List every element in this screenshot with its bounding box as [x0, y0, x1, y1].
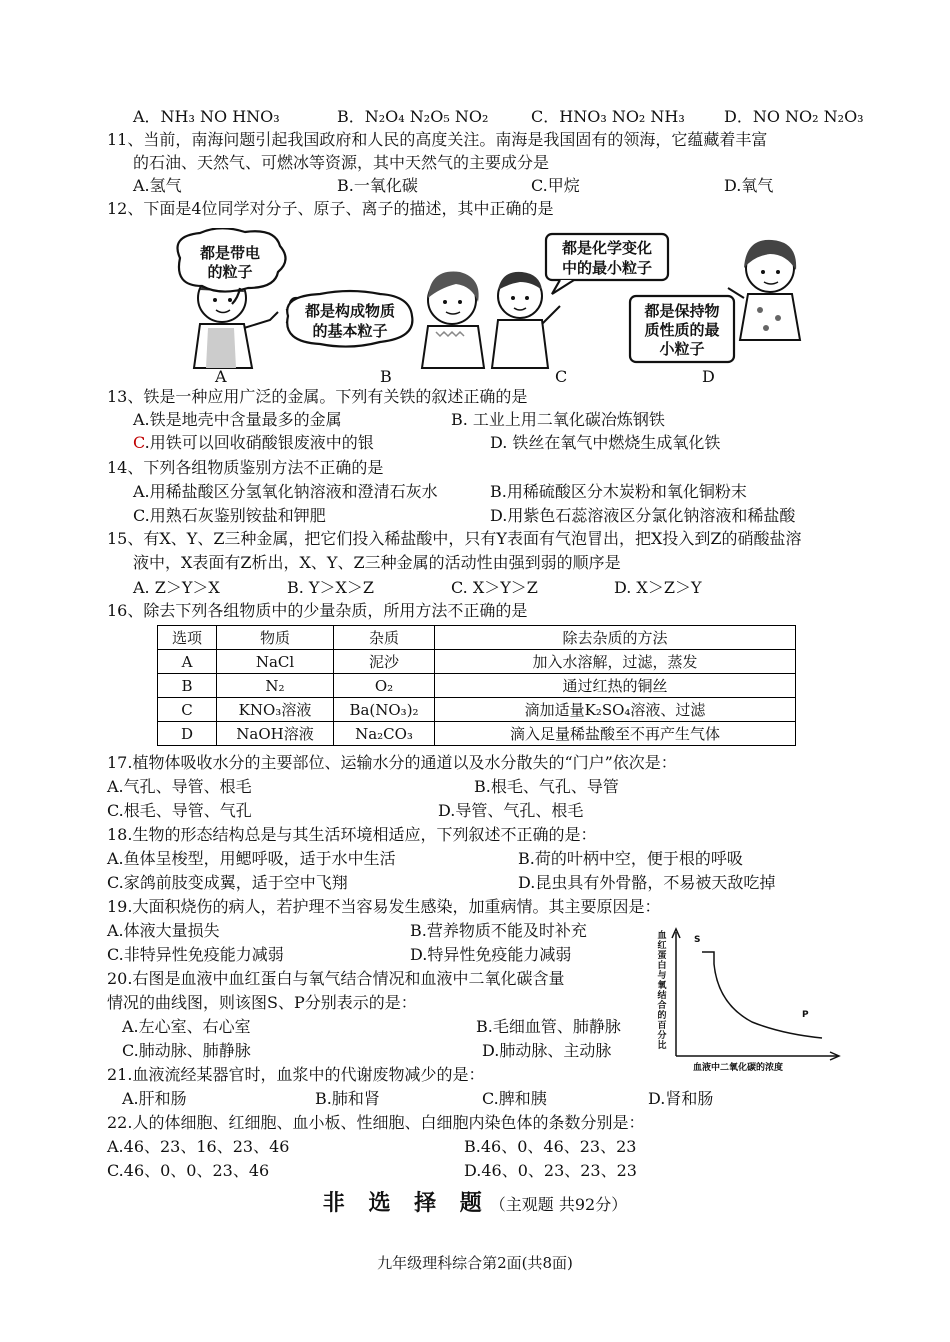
q19-option-c: C.非特异性免疫能力减弱 — [107, 945, 284, 964]
q15-option-c: C. X＞Y＞Z — [451, 578, 538, 597]
graph-ylabel-char: 与 — [657, 971, 667, 981]
bubble-b — [287, 291, 412, 347]
q22-option-c: C.46、0、0、23、46 — [107, 1161, 270, 1180]
table-cell: Ba(NO₃)₂ — [334, 698, 435, 722]
table-header-row — [158, 626, 796, 650]
q14-stem: 14、下列各组物质鉴别方法不正确的是 — [107, 458, 384, 477]
section-title-sub: （主观题 共92分） — [489, 1195, 628, 1214]
q20-option-a: A.左心室、右心室 — [122, 1017, 251, 1036]
graph-ylabel-char: 结 — [657, 991, 667, 1001]
q13-option-b: B. 工业上用二氧化碳冶炼钢铁 — [451, 410, 665, 429]
section-title-main: 非 选 择 题 — [322, 1191, 490, 1216]
q13-stem: 13、铁是一种应用广泛的金属。下列有关铁的叙述正确的是 — [107, 387, 528, 406]
section-title — [0, 1186, 950, 1217]
bubble-a-line2: 的粒子 — [207, 263, 253, 281]
q10-option-c: C．HNO₃ NO₂ NH₃ — [531, 107, 685, 126]
q18-option-a: A.鱼体呈梭型，用鳃呼吸，适于水中生活 — [107, 849, 396, 868]
table-header-cell: 物质 — [217, 626, 334, 650]
table-cell: A — [158, 650, 217, 674]
q18-option-d: D.昆虫具有外骨骼，不易被天敌吃掉 — [518, 873, 776, 892]
bubble-c — [546, 234, 668, 294]
table-cell: NaOH溶液 — [217, 722, 334, 746]
graph-ylabel-char: 血 — [657, 931, 667, 941]
q22-option-b: B.46、0、46、23、23 — [464, 1137, 637, 1156]
graph-ylabel-char: 白 — [657, 961, 667, 971]
student-d-figure — [728, 240, 800, 340]
q15-stem-line2: 液中，X表面有Z析出，X、Y、Z三种金属的活动性由强到弱的顺序是 — [133, 553, 621, 572]
q17-stem: 17.植物体吸收水分的主要部位、运输水分的通道以及水分散失的“门户”依次是： — [107, 753, 677, 772]
q17-option-a: A.气孔、导管、根毛 — [107, 777, 252, 796]
graph-ylabel-char: 合 — [657, 1001, 667, 1011]
q20-stem-line2: 情况的曲线图，则该图S、P分别表示的是： — [107, 993, 417, 1012]
bubble-c-line1: 都是化学变化 — [561, 239, 653, 257]
table-row — [158, 722, 796, 746]
q20-option-d: D.肺动脉、主动脉 — [482, 1041, 612, 1060]
q12-stem: 12、下面是4位同学对分子、原子、离子的描述，其中正确的是 — [107, 199, 554, 218]
q19-option-b: B.营养物质不能及时补充 — [410, 921, 587, 940]
q12-label-b: B — [380, 367, 392, 386]
q19-option-a: A.体液大量损失 — [107, 921, 220, 940]
table-row — [158, 698, 796, 722]
graph-ylabel-char: 分 — [657, 1031, 667, 1041]
graph-ylabel-char: 红 — [657, 941, 667, 951]
table-header-cell: 杂质 — [334, 626, 435, 650]
q18-option-b: B.荷的叶柄中空，便于根的呼吸 — [518, 849, 743, 868]
q14-option-a: A.用稀盐酸区分氢氧化钠溶液和澄清石灰水 — [133, 482, 438, 501]
bubble-a-line1: 都是带电 — [199, 244, 261, 262]
graph-ylabel-char: 蛋 — [657, 951, 667, 961]
student-b-figure — [422, 272, 484, 368]
q14-option-d: D.用紫色石蕊溶液区分氯化钠溶液和稀盐酸 — [490, 506, 796, 525]
graph-xlabel: 血液中二氧化碳的浓度 — [692, 1063, 784, 1073]
graph-ylabel-char: 百 — [657, 1021, 667, 1031]
q15-option-a: A. Z＞Y＞X — [133, 578, 220, 597]
q17-option-b: B.根毛、气孔、导管 — [474, 777, 619, 796]
page-footer: 九年级理科综合第2面(共8面) — [377, 1254, 573, 1272]
q20-option-b: B.毛细血管、肺静脉 — [476, 1017, 621, 1036]
q11-stem-line1: 11、当前，南海问题引起我国政府和人民的高度关注。南海是我国固有的领海，它蕴藏着丰富 — [107, 130, 768, 149]
table-cell: B — [158, 674, 217, 698]
bubble-b-line2: 的基本粒子 — [312, 322, 388, 340]
table-header-cell: 选项 — [158, 626, 217, 650]
q15-stem-line1: 15、有X、Y、Z三种金属，把它们投入稀盐酸中，只有Y表面有气泡冒出，把X投入到Z的硝酸盐溶 — [107, 529, 802, 548]
table-cell: NaCl — [217, 650, 334, 674]
q20-graph — [652, 924, 842, 1076]
table-cell: 滴加适量K₂SO₄溶液、过滤 — [435, 698, 796, 722]
table-cell: 加入水溶解，过滤，蒸发 — [435, 650, 796, 674]
q22-stem: 22.人的体细胞、红细胞、血小板、性细胞、白细胞内染色体的条数分别是： — [107, 1113, 645, 1132]
q21-stem: 21.血液流经某器官时，血浆中的代谢废物减少的是： — [107, 1065, 485, 1084]
q18-option-c: C.家鸽前肢变成翼，适于空中飞翔 — [107, 873, 348, 892]
table-cell: KNO₃溶液 — [217, 698, 334, 722]
q12-label-c: C — [555, 367, 568, 386]
q22-option-d: D.46、0、23、23、23 — [464, 1161, 637, 1180]
graph-point-p-label: P — [802, 1010, 809, 1020]
q11-option-b: B.一氧化碳 — [337, 176, 418, 195]
q21-option-c: C.脾和胰 — [482, 1089, 547, 1108]
q19-option-d: D.特异性免疫能力减弱 — [410, 945, 572, 964]
table-cell: 泥沙 — [334, 650, 435, 674]
table-cell: N₂ — [217, 674, 334, 698]
q16-table — [157, 625, 796, 746]
q14-option-b: B.用稀硫酸区分木炭粉和氧化铜粉末 — [490, 482, 747, 501]
q11-stem-line2: 的石油、天然气、可燃冰等资源，其中天然气的主要成分是 — [133, 153, 550, 172]
q11-option-a: A.氢气 — [133, 176, 182, 195]
q17-option-c: C.根毛、导管、气孔 — [107, 801, 252, 820]
q12-label-d: D — [702, 367, 715, 386]
q22-option-a: A.46、23、16、23、46 — [107, 1137, 290, 1156]
table-cell: O₂ — [334, 674, 435, 698]
q18-stem: 18.生物的形态结构总是与其生活环境相适应，下列叙述不正确的是： — [107, 825, 597, 844]
q17-option-d: D.导管、气孔、根毛 — [438, 801, 584, 820]
graph-point-s-label: S — [694, 935, 701, 945]
table-cell: Na₂CO₃ — [334, 722, 435, 746]
bubble-b-line1: 都是构成物质 — [304, 302, 396, 320]
q11-option-c: C.甲烷 — [531, 176, 580, 195]
q19-stem: 19.大面积烧伤的病人，若护理不当容易发生感染，加重病情。其主要原因是： — [107, 897, 661, 916]
q10-option-b: B．N₂O₄ N₂O₅ NO₂ — [337, 107, 489, 126]
q21-option-d: D.肾和肠 — [648, 1089, 714, 1108]
table-row — [158, 674, 796, 698]
graph-ylabel-char: 氧 — [657, 981, 667, 991]
q21-option-b: B.肺和肾 — [315, 1089, 380, 1108]
table-cell: 滴入足量稀盐酸至不再产生气体 — [435, 722, 796, 746]
table-header-cell: 除去杂质的方法 — [435, 626, 796, 650]
q20-stem-line1: 20.右图是血液中血红蛋白与氧气结合情况和血液中二氧化碳含量 — [107, 969, 565, 988]
graph-ylabel-char: 比 — [657, 1041, 667, 1051]
q13-option-c-text: .用铁可以回收硝酸银废液中的银 — [144, 433, 374, 452]
q12-label-a: A — [215, 367, 227, 386]
q10-option-a: A．NH₃ NO HNO₃ — [133, 107, 280, 126]
graph-curve — [702, 952, 822, 1038]
q15-option-d: D. X＞Z＞Y — [614, 578, 702, 597]
q13-option-c — [133, 432, 374, 454]
q12-cartoon-illustration — [160, 228, 860, 373]
table-cell: 通过红热的铜丝 — [435, 674, 796, 698]
table-row — [158, 650, 796, 674]
q20-option-c: C.肺动脉、肺静脉 — [122, 1041, 251, 1060]
student-c-figure — [492, 272, 560, 368]
bubble-d-line1: 都是保持物 — [644, 302, 720, 320]
bubble-d-line3: 小粒子 — [659, 340, 705, 358]
bubble-c-line2: 中的最小粒子 — [561, 259, 653, 277]
q11-option-d: D.氧气 — [724, 176, 774, 195]
q21-option-a: A.肝和肠 — [122, 1089, 187, 1108]
q14-option-c: C.用熟石灰鉴别铵盐和钾肥 — [133, 506, 326, 525]
q15-option-b: B. Y＞X＞Z — [287, 578, 375, 597]
q16-stem: 16、除去下列各组物质中的少量杂质，所用方法不正确的是 — [107, 601, 528, 620]
table-cell: C — [158, 698, 217, 722]
q13-option-c-letter: C — [133, 433, 145, 452]
bubble-d-line2: 质性质的最 — [644, 321, 720, 339]
table-cell: D — [158, 722, 217, 746]
q13-option-a: A.铁是地壳中含量最多的金属 — [133, 410, 342, 429]
q10-option-d: D．NO NO₂ N₂O₃ — [724, 107, 864, 126]
q13-option-d: D. 铁丝在氧气中燃烧生成氧化铁 — [490, 433, 721, 452]
bubble-d — [630, 296, 734, 362]
graph-ylabel-char: 的 — [657, 1011, 667, 1021]
